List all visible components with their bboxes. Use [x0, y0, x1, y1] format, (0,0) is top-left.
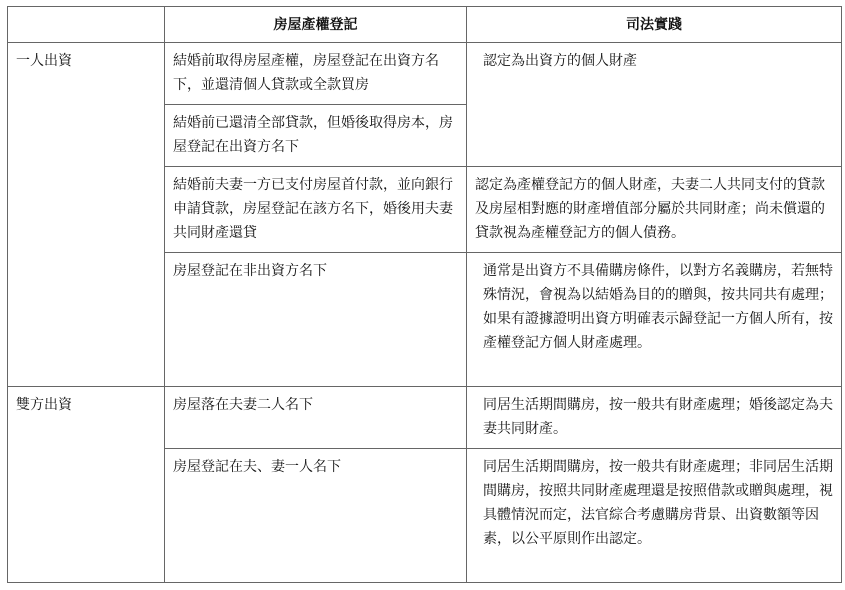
- practice-cell: 同居生活期間購房，按一般共有財產處理；婚後認定為夫妻共同財產。: [467, 387, 842, 449]
- registration-cell: 房屋登記在夫、妻一人名下: [165, 449, 467, 583]
- registration-cell: 結婚前取得房屋產權，房屋登記在出資方名下，並還清個人貸款或全款買房: [165, 43, 467, 105]
- practice-cell: 同居生活期間購房，按一般共有財產處理；非同居生活期間購房，按照共同財產處理還是按照借款或贈與處理，視具體情況而定，法官綜合考慮購房背景、出資數額等因素，以公平原則作出認定。: [467, 449, 842, 583]
- table-container: [7, 6, 841, 586]
- group-label: 雙方出資: [8, 387, 165, 583]
- practice-cell: 認定為出資方的個人財產: [467, 43, 842, 167]
- registration-cell: 結婚前已還清全部貸款，但婚後取得房本，房屋登記在出資方名下: [165, 105, 467, 167]
- header-row: [8, 7, 842, 43]
- registration-cell: 房屋登記在非出資方名下: [165, 253, 467, 387]
- table-row: [8, 43, 842, 105]
- registration-cell: 結婚前夫妻一方已支付房屋首付款，並向銀行申請貸款，房屋登記在該方名下，婚後用夫妻共同財產還貸: [165, 167, 467, 253]
- header-cell-practice: 司法實踐: [467, 7, 842, 43]
- registration-cell: 房屋落在夫妻二人名下: [165, 387, 467, 449]
- practice-cell: 認定為產權登記方的個人財產，夫妻二人共同支付的貸款及房屋相對應的財產增值部分屬於共同財產；尚未償還的貸款視為產權登記方的個人債務。: [467, 167, 842, 253]
- property-registration-table: [7, 6, 842, 583]
- header-cell-empty: [8, 7, 165, 43]
- practice-cell: 通常是出資方不具備購房條件，以對方名義購房，若無特殊情況，會視為以結婚為目的的贈與，按共同共有處理；如果有證據證明出資方明確表示歸登記一方個人所有，按產權登記方個人財產處理。: [467, 253, 842, 387]
- group-label: 一人出資: [8, 43, 165, 387]
- header-cell-registration: 房屋產權登記: [165, 7, 467, 43]
- table-row: [8, 387, 842, 449]
